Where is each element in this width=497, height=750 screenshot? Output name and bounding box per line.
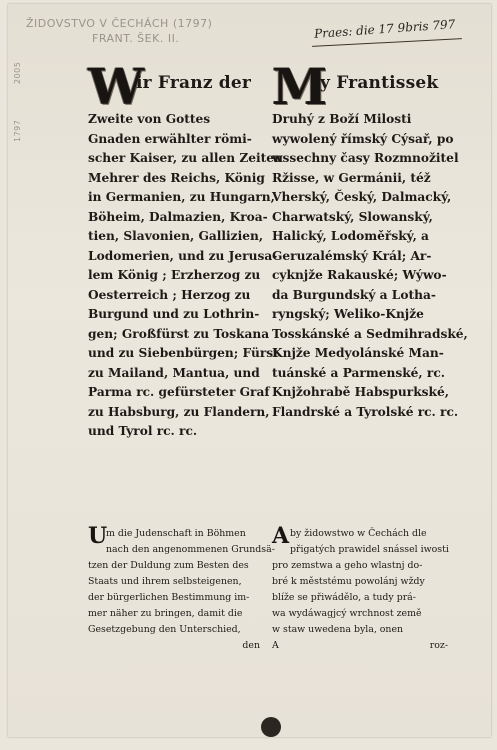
german-body-first-text: m die Judenschaft in Böhmen: [106, 528, 246, 539]
czech-body-line: přigatých prawidel snássel iwosti: [290, 544, 449, 555]
german-catchword: den: [242, 640, 260, 651]
german-title-line: zu Mailand, Mantua, und: [88, 365, 260, 380]
german-title-line: in Germanien, zu Hungarn,: [88, 190, 275, 204]
czech-title-line: Geruzalémský Král; Ar-: [272, 248, 432, 263]
czech-title-line: Druhý z Boží Milosti: [272, 112, 412, 126]
german-body-line: mer näher zu bringen, damit die: [88, 608, 243, 619]
german-title-line: und zu Siebenbürgen; Fürst: [88, 346, 279, 360]
czech-title-line: Charwatský, Slowanský,: [272, 209, 433, 224]
czech-body-drop-cap: A: [272, 523, 290, 549]
german-title-line: lem König ; Erzherzog zu: [88, 268, 261, 282]
german-heading: [88, 57, 268, 116]
czech-catchword-line: [272, 638, 448, 654]
archive-note-line-1: ŽIDOVSTVO V ČECHÁCH (1797): [26, 17, 213, 30]
czech-title-line: wssechny časy Rozmnožitel: [272, 151, 459, 165]
german-title-line: Gnaden erwählter römi-: [88, 131, 252, 146]
czech-body-paragraph: [272, 523, 449, 654]
czech-body-line: blíže se přiwádělo, a tudy prá-: [272, 592, 416, 603]
german-title-line: Lodomerien, und zu Jerusa-: [88, 248, 278, 263]
german-title-line: tien, Slavonien, Gallizien,: [88, 229, 264, 243]
german-body-lines: [88, 542, 275, 638]
german-title-line: zu Habsburg, zu Flandern,: [88, 404, 270, 419]
czech-body-line: wa wydáwagjcý wrchnost země: [272, 608, 422, 619]
german-body-first-line: [88, 523, 260, 549]
german-title-line: Burgund und zu Lothrin-: [88, 307, 260, 321]
czech-title-line: tuánské a Parmenské, rc.: [272, 365, 445, 380]
archive-note-line-2: FRANT. ŠEK. II.: [92, 32, 180, 45]
czech-title-line: Knjžohrabě Habspurkské,: [272, 385, 449, 399]
czech-title-line: cyknjže Rakauské; Wýwo-: [272, 268, 447, 282]
czech-catchword: roz-: [429, 640, 448, 651]
german-title-line: scher Kaiser, zu allen Zeiten: [88, 151, 283, 165]
czech-title-line: Flandrské a Tyrolské rc. rc.: [272, 404, 459, 419]
document-page: [8, 4, 491, 737]
german-title-line: Parma rc. gefürsteter Graf: [88, 385, 270, 399]
archive-pencil-note: [26, 16, 212, 46]
czech-heading: [272, 57, 472, 116]
german-title-line: Oesterreich ; Herzog zu: [88, 287, 251, 302]
german-title-lines: [88, 110, 283, 442]
czech-last-left: A: [272, 640, 279, 651]
german-drop-cap: W: [88, 57, 145, 116]
german-title-line: Zweite von Gottes: [88, 112, 211, 126]
german-body-line: der bürgerlichen Bestimmung im-: [88, 592, 250, 603]
german-catchword-line: [88, 638, 260, 654]
czech-title-line: wywolený římský Cýsař, po: [272, 131, 454, 146]
czech-title-line: Halický, Lodoměřský, a: [272, 229, 429, 243]
german-title-line: gen; Großfürst zu Toskana: [88, 326, 270, 341]
german-title-line: Mehrer des Reichs, König: [88, 170, 265, 185]
czech-body-first-line: [272, 523, 448, 549]
handwritten-date: Praes: die 17 9bris 797: [313, 17, 456, 41]
czech-title-line: Ržisse, w Germánii, též: [272, 170, 431, 185]
czech-drop-cap: M: [272, 57, 328, 116]
czech-title-line: da Burgundský a Lotha-: [272, 287, 436, 302]
czech-body-lines: [272, 542, 448, 638]
czech-body-line: pro zemstwa a geho wlastnj do-: [272, 560, 423, 571]
punch-hole: [261, 717, 281, 737]
czech-body-first-text: by židowstwo w Čechách dle: [290, 528, 427, 539]
czech-body-line: w staw uwedena byla, onen: [272, 624, 404, 635]
german-body-line: tzen der Duldung zum Besten des: [88, 560, 249, 571]
german-body-paragraph: [88, 523, 275, 654]
margin-pencil-note: 1797: [13, 119, 22, 142]
czech-title-line: Knjže Medyolánské Man-: [272, 346, 444, 360]
czech-body-line: bré k měststému powolánj wždy: [272, 576, 425, 587]
czech-title-column: [272, 57, 472, 422]
czech-title-line: Vherský, Český, Dalmacký,: [272, 190, 452, 204]
german-title-line: Böheim, Dalmazien, Kroa-: [88, 209, 268, 224]
margin-pencil-note: 2005: [13, 61, 22, 84]
czech-title-lines: [272, 110, 472, 422]
czech-heading-rest: y Frantissek: [320, 73, 439, 93]
german-body-line: Staats und ihrem selbsteigenen,: [88, 576, 242, 587]
german-title-line: und Tyrol rc. rc.: [88, 424, 198, 438]
german-body-line: nach den angenommenen Grundsä-: [106, 544, 275, 555]
german-body-drop-cap: U: [88, 523, 108, 549]
czech-title-line: ryngský; Weliko-Knjže: [272, 307, 424, 321]
czech-title-line: Tosskánské a Sedmihradské,: [272, 326, 468, 341]
german-body-line: Gesetzgebung den Unterschied,: [88, 624, 241, 635]
german-title-column: [88, 57, 283, 442]
german-heading-rest: ir Franz der: [136, 73, 252, 93]
